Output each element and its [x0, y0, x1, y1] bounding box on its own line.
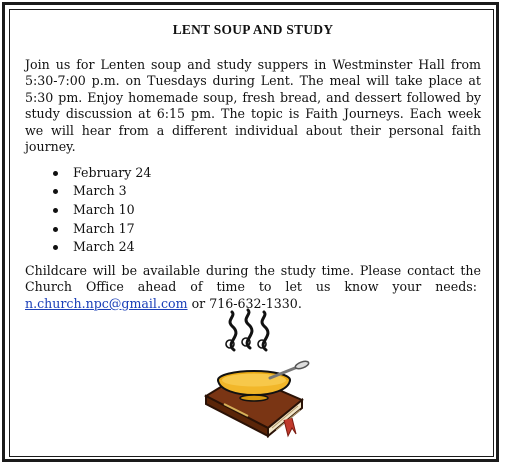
bullet-icon: [53, 245, 58, 250]
email-link[interactable]: n.church.npc@gmail.com: [25, 295, 188, 311]
bullet-icon: [53, 189, 58, 194]
flyer-title: LENT SOUP AND STUDY: [172, 22, 334, 37]
list-item: [53, 164, 481, 183]
bullet-icon: [53, 171, 58, 176]
list-item: [53, 201, 481, 220]
list-item: [53, 182, 481, 201]
dates-list: [25, 164, 481, 257]
date-text: March 3: [73, 183, 127, 199]
intro-paragraph: Join us for Lenten soup and study suppers in Westminster Hall from 5:30-7:00 p.m. on Tuesdays during Lent. The meal will take place at 5:30 pm. Enjoy homemade soup, fresh bread, and dessert followed by study discussion at 6:15 pm. The topic is Faith Journeys. Each week we will hear from a different individual about their personal faith journey.: [25, 56, 481, 154]
flyer-content: [25, 22, 481, 312]
childcare-text: Childcare will be available during the study time. Please contact the Church Office ahead of time to let us know your needs:: [25, 262, 481, 295]
childcare-paragraph: [25, 263, 481, 313]
phone-number: 716-632-1330.: [209, 295, 302, 311]
soup-bowl-on-bible-icon: [196, 308, 316, 438]
date-text: February 24: [73, 164, 152, 180]
date-text: March 10: [73, 201, 135, 217]
list-item: [53, 238, 481, 257]
date-text: March 17: [73, 220, 135, 236]
bullet-icon: [53, 227, 58, 232]
bullet-icon: [53, 208, 58, 213]
or-text: or: [191, 295, 206, 311]
list-item: [53, 220, 481, 239]
date-text: March 24: [73, 239, 135, 255]
